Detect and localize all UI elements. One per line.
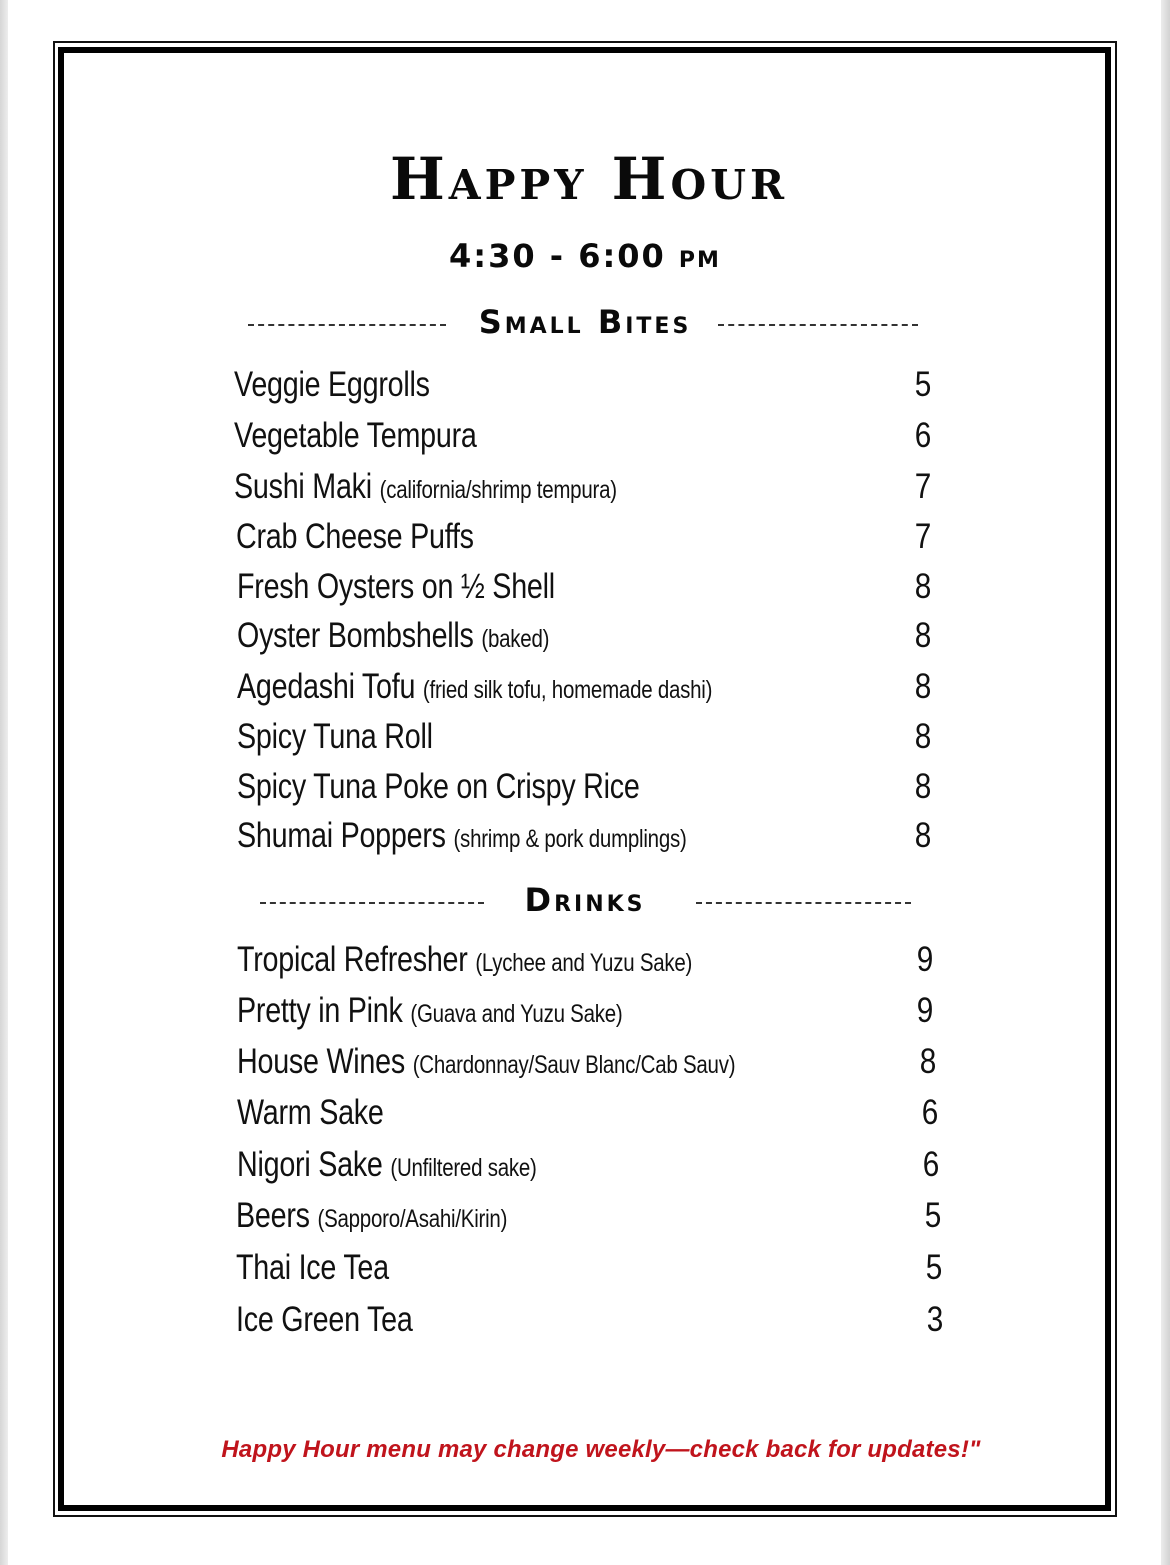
item-name: Spicy Tuna Poke on Crispy Rice	[237, 767, 640, 806]
item-price: 9	[916, 991, 934, 1030]
item-note: (Unfiltered sake)	[390, 1154, 537, 1182]
section-title: Drinks	[524, 881, 646, 919]
item-price: 8	[914, 717, 932, 756]
item-price: 8	[914, 616, 932, 655]
item-note: (shrimp & pork dumplings)	[453, 825, 687, 853]
item-name: Fresh Oysters on ½ Shell	[237, 567, 555, 606]
item-name: Agedashi Tofu	[237, 667, 416, 706]
item-price: 7	[914, 517, 932, 556]
menu-item	[237, 1091, 957, 1135]
item-name: Thai Ice Tea	[236, 1248, 389, 1287]
menu-item	[236, 1194, 956, 1238]
page-edge-right	[1161, 0, 1170, 1565]
menu-item	[236, 1298, 956, 1342]
item-price: 6	[922, 1145, 940, 1184]
item-name: Sushi Maki	[234, 467, 372, 506]
menu-title: Happy Hour	[389, 145, 789, 213]
dashed-divider-right	[696, 902, 911, 904]
page-edge-left	[0, 0, 8, 1565]
item-price: 5	[914, 365, 932, 404]
menu-item	[237, 715, 947, 759]
item-price: 8	[914, 767, 932, 806]
item-name: House Wines	[237, 1042, 405, 1081]
item-name: Warm Sake	[237, 1093, 384, 1132]
menu-change-notice: Happy Hour menu may change weekly—check back for updates!"	[221, 1436, 981, 1463]
menu-item	[234, 363, 944, 407]
item-note: (Lychee and Yuzu Sake)	[475, 949, 693, 977]
menu-item	[237, 814, 947, 858]
item-note: (fried silk tofu, homemade dashi)	[422, 676, 713, 704]
item-price: 6	[914, 416, 932, 455]
item-price: 8	[914, 567, 932, 606]
item-name: Spicy Tuna Roll	[237, 717, 433, 756]
item-note: (Sapporo/Asahi/Kirin)	[317, 1205, 508, 1233]
menu-item	[234, 465, 944, 509]
item-name: Ice Green Tea	[236, 1300, 413, 1339]
menu-item	[234, 414, 944, 458]
section-heading-small-bites	[0, 302, 1170, 342]
item-price: 8	[914, 667, 932, 706]
menu-item	[237, 765, 947, 809]
item-name: Oyster Bombshells	[237, 616, 474, 655]
item-price: 5	[925, 1248, 943, 1287]
item-name: Vegetable Tempura	[234, 416, 477, 455]
item-price: 6	[921, 1093, 939, 1132]
item-name: Crab Cheese Puffs	[236, 517, 474, 556]
item-note: (california/shrimp tempura)	[379, 476, 617, 504]
item-price: 8	[919, 1042, 937, 1081]
item-price: 9	[916, 940, 934, 979]
menu-item	[237, 1143, 957, 1187]
section-heading-drinks	[0, 880, 1170, 920]
item-price: 3	[926, 1300, 944, 1339]
menu-item	[237, 1040, 957, 1084]
item-name: Beers	[236, 1196, 310, 1235]
item-name: Nigori Sake	[237, 1145, 383, 1184]
menu-item	[236, 515, 946, 559]
menu-item	[237, 565, 947, 609]
section-title: Small Bites	[478, 303, 692, 341]
menu-item	[237, 614, 947, 658]
item-note: (Chardonnay/Sauv Blanc/Cab Sauv)	[412, 1051, 736, 1079]
dashed-divider-right	[718, 324, 918, 326]
item-name: Shumai Poppers	[237, 816, 446, 855]
item-price: 8	[914, 816, 932, 855]
menu-item	[236, 1246, 956, 1290]
menu-item	[237, 989, 957, 1033]
item-price: 5	[924, 1196, 942, 1235]
item-name: Veggie Eggrolls	[234, 365, 430, 404]
happy-hour-times: 4:30 - 6:00 pm	[449, 237, 721, 275]
item-name: Pretty in Pink	[237, 991, 403, 1030]
item-price: 7	[914, 467, 932, 506]
item-note: (Guava and Yuzu Sake)	[410, 1000, 623, 1028]
menu-item	[237, 665, 947, 709]
item-note: (baked)	[481, 625, 550, 653]
menu-item	[237, 938, 957, 982]
item-name: Tropical Refresher	[237, 940, 468, 979]
